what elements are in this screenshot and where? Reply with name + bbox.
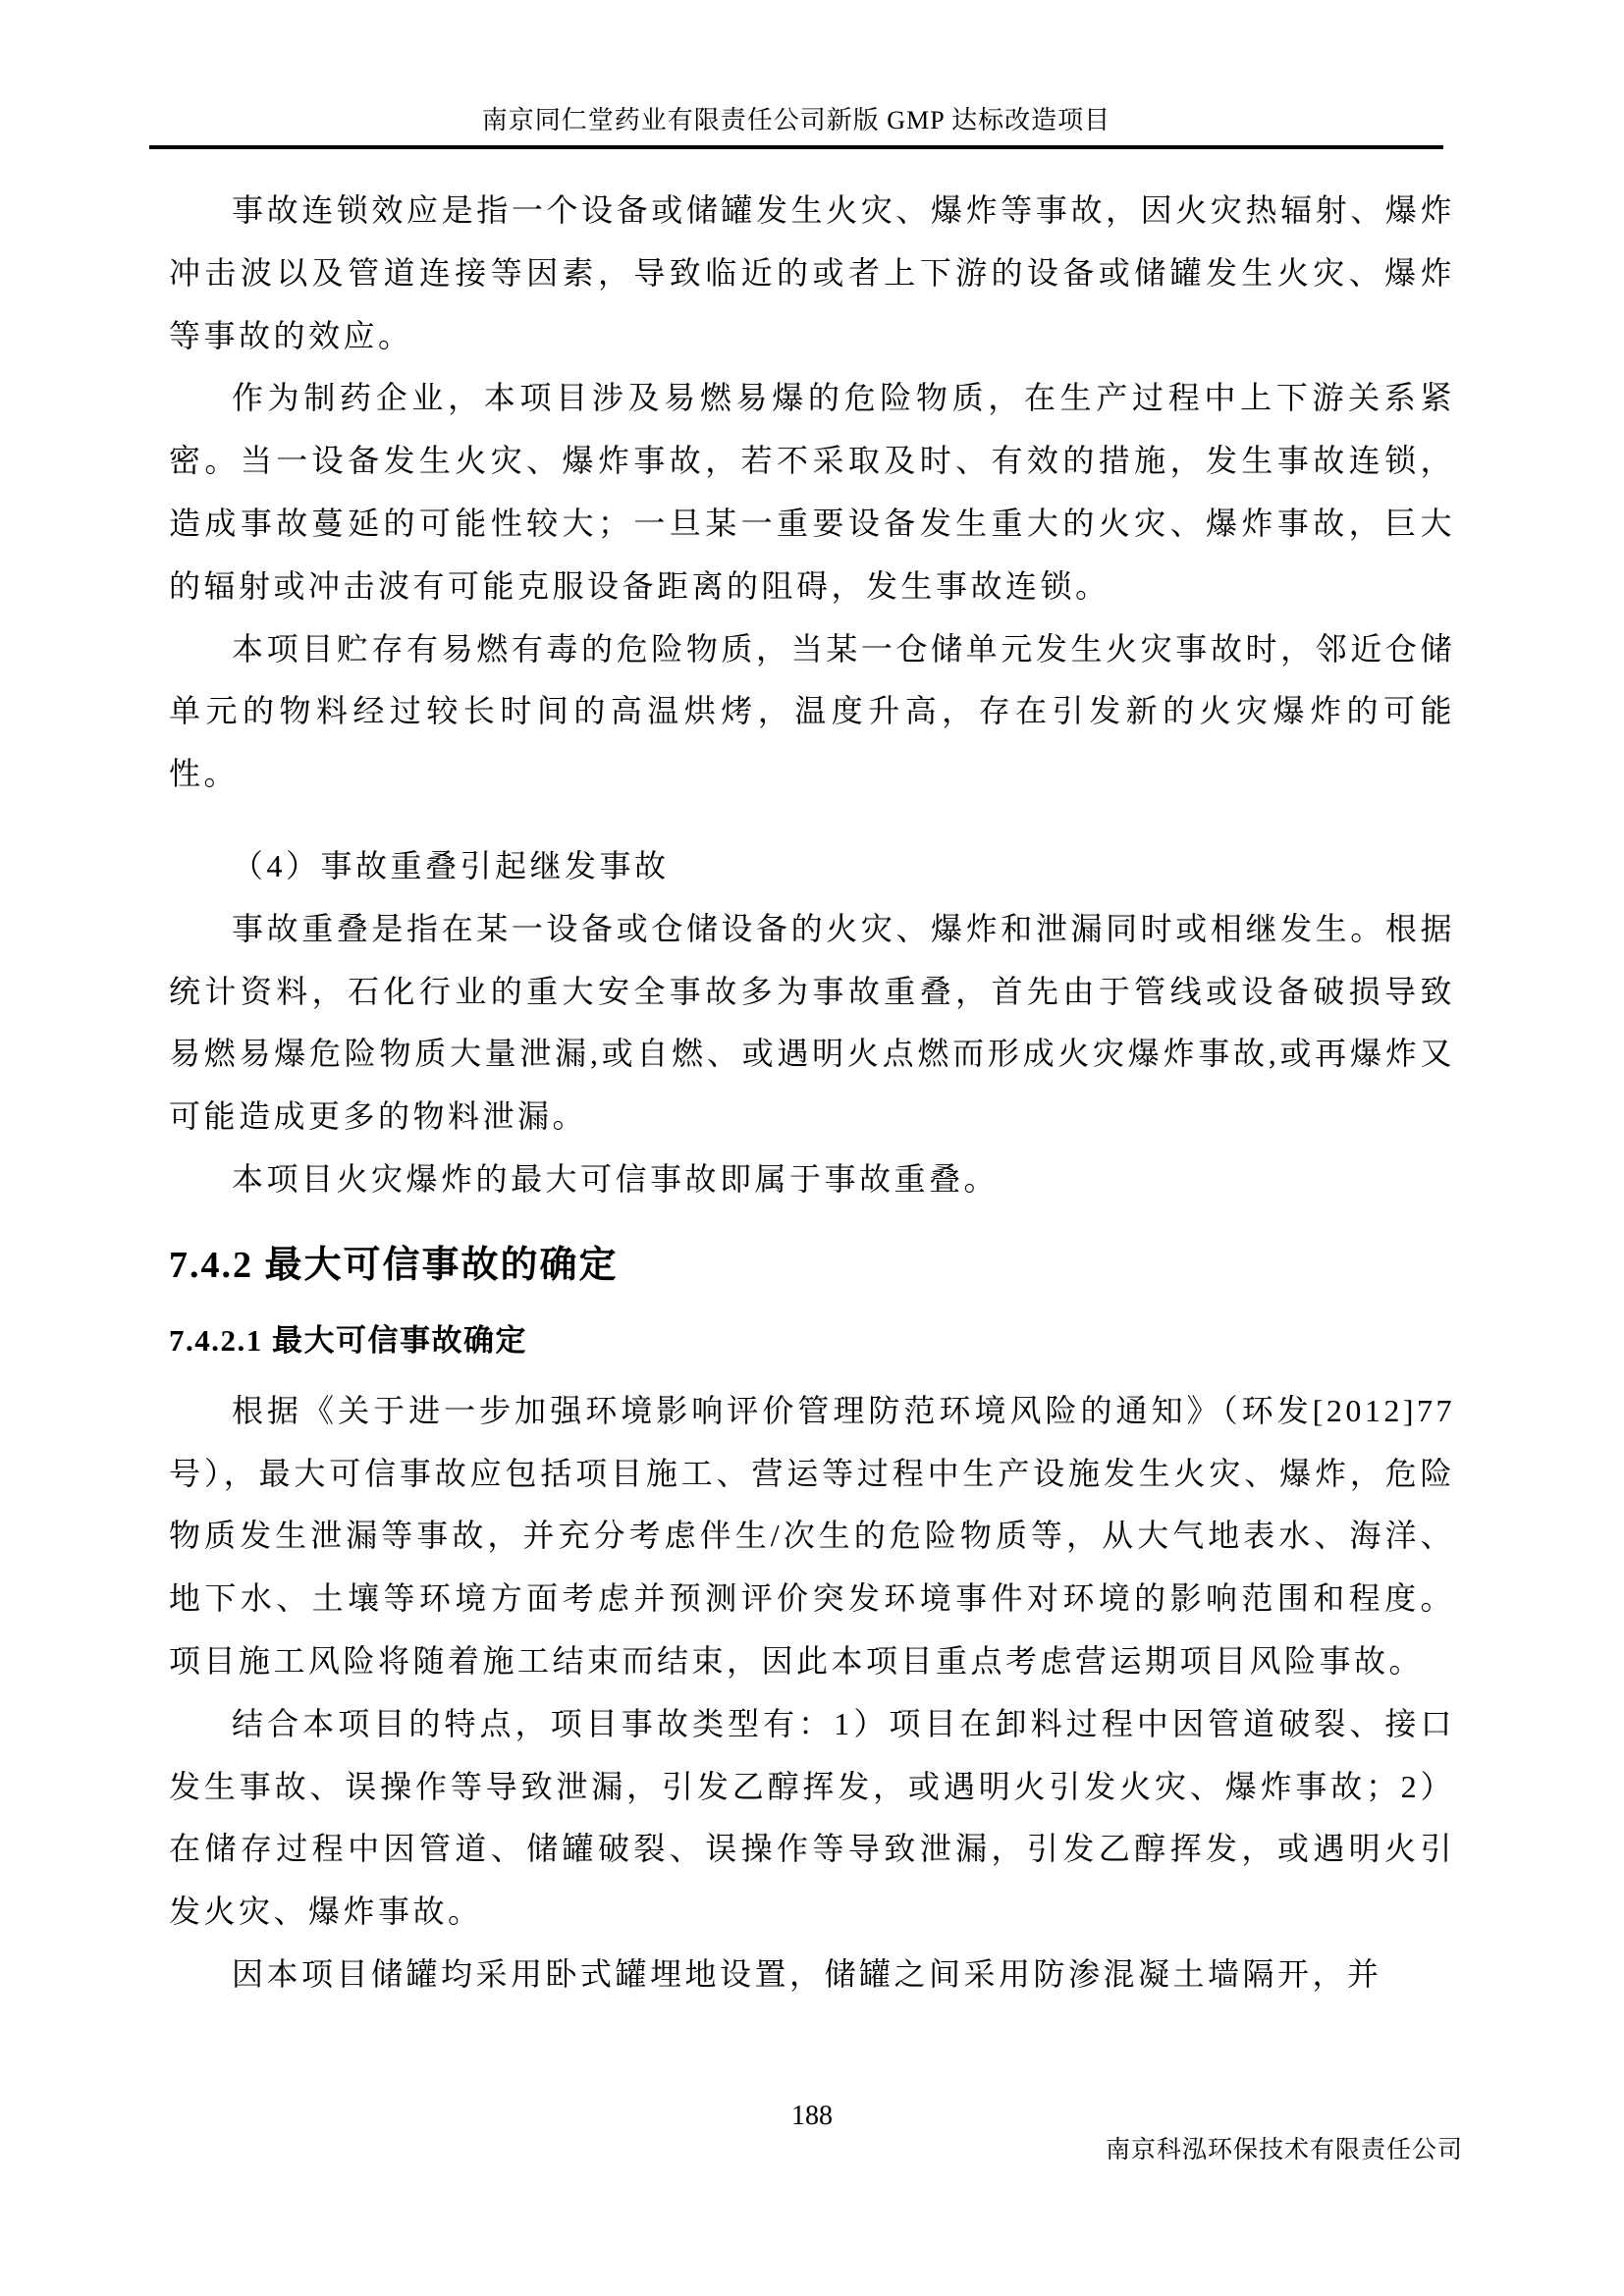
list-item-heading-accident-overlap: （4）事故重叠引起继发事故	[232, 847, 670, 883]
paragraph-storage-unit-fire: 本项目贮存有易燃有毒的危险物质，当某一仓储单元发生火灾事故时，邻近仓储单元的物料经过较长时间的高温烘烤，温度升高，存在引发新的火灾爆炸的可能性。	[169, 630, 1455, 792]
paragraph-pharma-enterprise-risk: 作为制药企业，本项目涉及易燃易爆的危险物质，在生产过程中上下游关系紧密。当一设备发生火灾、爆炸事故，若不采取及时、有效的措施，发生事故连锁，造成事故蔓延的可能性较大；一旦某一重要设备发生重大的火灾、爆炸事故，巨大的辐射或冲击波有可能克服设备距离的阻碍，发生事故连锁。	[169, 380, 1455, 604]
document-body	[169, 180, 1455, 2006]
section-heading-7-4-2: 7.4.2 最大可信事故的确定	[169, 1244, 619, 1286]
paragraph-notice-2012-77: 根据《关于进一步加强环境影响评价管理防范环境风险的通知》（环发[2012]77 号），最大可信事故应包括项目施工、营运等过程中生产设施发生火灾、爆炸，危险物质发生泄漏等事故，并充分考虑伴生/次生的危险物质等，从大气地表水、海洋、地下水、土壤等环境方面考虑并预测评价突发环境事件对环境的影响范围和程度。项目施工风险将随着施工结束而结束，因此本项目重点考虑营运期项目风险事故。	[169, 1392, 1455, 1679]
page-header-title: 南京同仁堂药业有限责任公司新版 GMP 达标改造项目	[149, 104, 1443, 149]
paragraph-accident-types: 结合本项目的特点，项目事故类型有：1）项目在卸料过程中因管道破裂、接口发生事故、误操作等导致泄漏，引发乙醇挥发，或遇明火引发火灾、爆炸事故；2）在储存过程中因管道、储罐破裂、误操作等导致泄漏，引发乙醇挥发，或遇明火引发火灾、爆炸事故。	[169, 1705, 1455, 1930]
footer-company: 南京科泓环保技术有限责任公司	[1105, 2137, 1463, 2163]
paragraph-accident-overlap-definition: 事故重叠是指在某一设备或仓储设备的火灾、爆炸和泄漏同时或相继发生。根据统计资料，石化行业的重大安全事故多为事故重叠，首先由于管线或设备破损导致易燃易爆危险物质大量泄漏,或自燃、或遇明火点燃而形成火灾爆炸事故,或再爆炸又可能造成更多的物料泄漏。	[169, 910, 1455, 1135]
paragraph-accident-chain-definition: 事故连锁效应是指一个设备或储罐发生火灾、爆炸等事故，因火灾热辐射、爆炸冲击波以及管道连接等因素，导致临近的或者上下游的设备或储罐发生火灾、爆炸等事故的效应。	[169, 192, 1455, 353]
paragraph-buried-horizontal-tanks: 因本项目储罐均采用卧式罐埋地设置，储罐之间采用防渗混凝土墙隔开，并	[232, 1955, 1382, 1992]
paragraph-max-credible-accident-overlap: 本项目火灾爆炸的最大可信事故即属于事故重叠。	[232, 1160, 1000, 1197]
page-number: 188	[791, 2101, 833, 2131]
subsection-heading-7-4-2-1: 7.4.2.1 最大可信事故确定	[169, 1322, 527, 1358]
